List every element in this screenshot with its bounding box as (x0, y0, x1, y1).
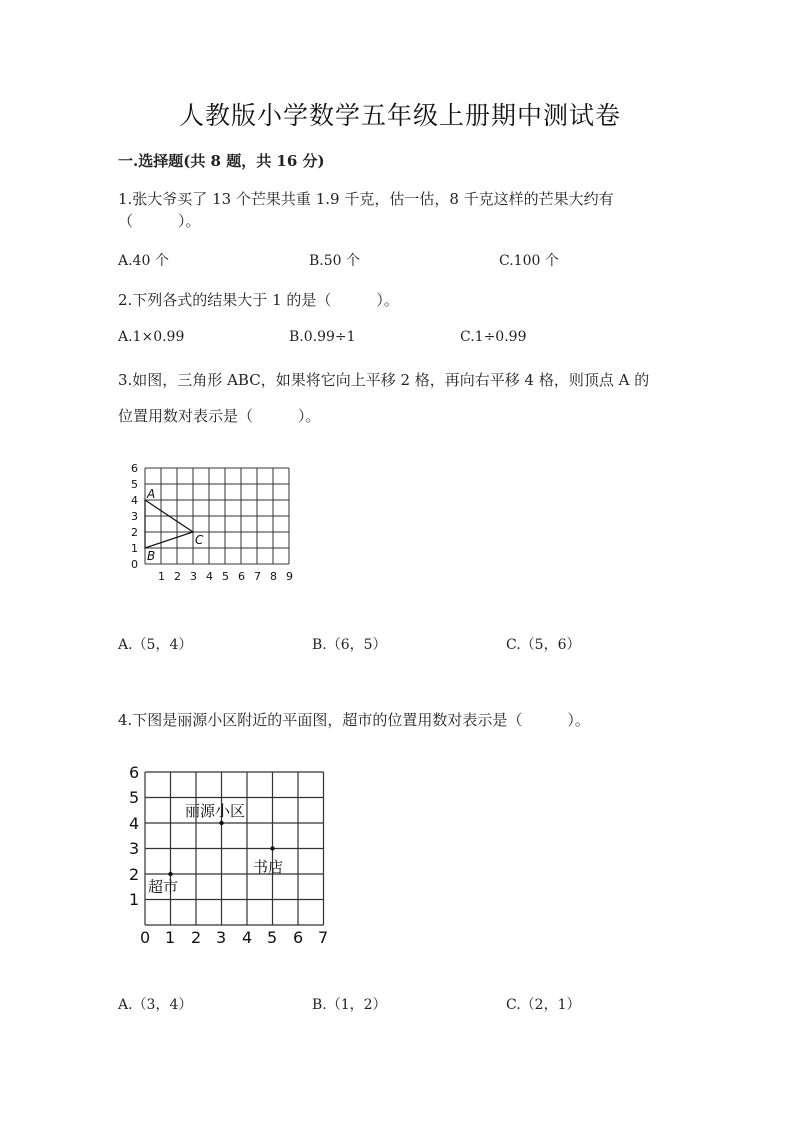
question-1-text-line1: 1.张大爷买了 13 个芒果共重 1.9 千克，估一估，8 千克这样的芒果大约有 (118, 190, 614, 208)
question-4-option-c[interactable]: C.（2，1） (506, 997, 581, 1013)
y-tick-3: 3 (131, 510, 138, 523)
bookstore-label: 书店 (253, 858, 284, 876)
question-3-option-b[interactable]: B.（6，5） (312, 637, 387, 653)
question-4-map-figure (125, 762, 335, 952)
x-tick-5: 5 (222, 570, 229, 583)
question-3-text-line1: 3.如图，三角形 ABC，如果将它向上平移 2 格，再向右平移 4 格，则顶点 A 的 (118, 371, 650, 389)
map-y-tick-1: 1 (129, 890, 140, 909)
map-x-tick-4: 4 (242, 928, 253, 947)
question-2-option-a[interactable]: A.1×0.99 (118, 329, 185, 345)
map-grid-lines (145, 772, 324, 925)
x-tick-1: 1 (158, 570, 165, 583)
question-2-option-b[interactable]: B.0.99÷1 (289, 329, 356, 345)
y-tick-1: 1 (131, 542, 138, 555)
question-4-text: 4.下图是丽源小区附近的平面图，超市的位置用数对表示是（ ）。 (118, 711, 590, 729)
question-2-text: 2.下列各式的结果大于 1 的是（ ）。 (118, 291, 399, 309)
map-x-tick-5: 5 (267, 928, 278, 947)
map-x-tick-6: 6 (293, 928, 304, 947)
map-y-tick-5: 5 (129, 788, 140, 807)
x-tick-6: 6 (238, 570, 245, 583)
x-tick-2: 2 (174, 570, 181, 583)
grid-lines (145, 468, 289, 564)
question-4-option-a[interactable]: A.（3，4） (118, 997, 193, 1013)
y-tick-5: 5 (131, 478, 138, 491)
y-tick-4: 4 (131, 494, 138, 507)
vertex-a-label: A (147, 487, 156, 501)
y-tick-2: 2 (131, 526, 138, 539)
map-y-tick-3: 3 (129, 839, 140, 858)
map-x-tick-2: 2 (191, 928, 202, 947)
vertex-c-label: C (195, 533, 204, 547)
map-y-tick-6: 6 (129, 763, 140, 782)
question-2-option-c[interactable]: C.1÷0.99 (460, 329, 527, 345)
map-y-tick-4: 4 (129, 814, 140, 833)
section-heading: 一.选择题(共 8 题，共 16 分) (118, 152, 325, 170)
map-x-tick-7: 7 (318, 928, 329, 947)
community-label: 丽源小区 (185, 802, 246, 820)
map-x-tick-1: 1 (165, 928, 176, 947)
question-3-option-a[interactable]: A.（5，4） (118, 637, 193, 653)
question-3-grid-figure (125, 458, 305, 588)
market-label: 超市 (148, 878, 179, 896)
community-point (219, 821, 223, 825)
question-3-option-c[interactable]: C.（5，6） (506, 637, 581, 653)
question-1-option-a[interactable]: A.40 个 (118, 253, 169, 269)
y-tick-0: 0 (131, 558, 138, 571)
question-1-text-line2: （ ）。 (118, 212, 201, 230)
map-y-tick-2: 2 (129, 865, 140, 884)
page-title: 人教版小学数学五年级上册期中测试卷 (178, 101, 621, 130)
question-1-option-b[interactable]: B.50 个 (309, 253, 361, 269)
question-1-option-c[interactable]: C.100 个 (499, 253, 559, 269)
x-tick-9: 9 (286, 570, 293, 583)
bookstore-point (270, 846, 274, 850)
x-tick-7: 7 (254, 570, 261, 583)
question-4-option-b[interactable]: B.（1，2） (312, 997, 387, 1013)
map-x-tick-3: 3 (216, 928, 227, 947)
x-tick-3: 3 (190, 570, 197, 583)
triangle-abc (145, 500, 193, 548)
vertex-b-label: B (147, 549, 156, 563)
market-point (168, 872, 172, 876)
x-tick-4: 4 (206, 570, 213, 583)
x-tick-8: 8 (270, 570, 277, 583)
y-tick-6: 6 (131, 462, 138, 475)
map-x-tick-0: 0 (140, 928, 151, 947)
question-3-text-line2: 位置用数对表示是（ ）。 (118, 407, 321, 425)
